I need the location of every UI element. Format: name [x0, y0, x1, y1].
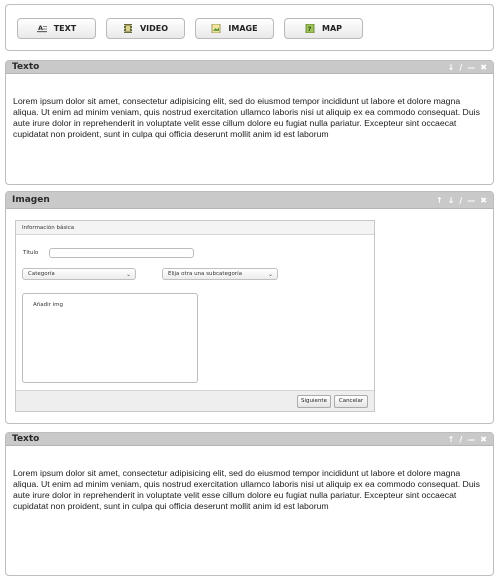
- block-title: Texto: [12, 62, 40, 72]
- form-footer: [16, 390, 374, 411]
- block-title: Imagen: [12, 195, 50, 205]
- minimize-icon[interactable]: —: [467, 196, 476, 205]
- category-select[interactable]: [22, 268, 136, 280]
- close-icon[interactable]: ✖: [480, 435, 487, 444]
- svg-text:A: A: [37, 24, 43, 32]
- minimize-icon[interactable]: —: [467, 63, 476, 72]
- map-icon: [305, 24, 315, 33]
- cancel-button[interactable]: Cancelar: [334, 395, 368, 408]
- add-map-button[interactable]: [284, 18, 363, 39]
- text-icon: [37, 24, 47, 33]
- edit-icon[interactable]: ∕: [459, 63, 463, 72]
- move-up-icon[interactable]: ↑: [447, 435, 455, 444]
- add-text-label: TEXT: [53, 24, 77, 33]
- subcategory-select[interactable]: [162, 268, 278, 280]
- block-controls: [448, 61, 487, 74]
- block-controls: [436, 192, 487, 209]
- close-icon[interactable]: ✖: [480, 63, 487, 72]
- block-controls: [448, 433, 487, 446]
- add-image-label: IMAGE: [228, 24, 258, 33]
- add-image-button[interactable]: [195, 18, 274, 39]
- text-block-1: [5, 60, 494, 185]
- film-icon: [123, 24, 133, 33]
- title-input[interactable]: [49, 248, 194, 258]
- chevron-down-icon: ⌄: [267, 271, 273, 278]
- add-text-button[interactable]: [17, 18, 96, 39]
- block-header[interactable]: [6, 433, 493, 446]
- block-title: Texto: [12, 434, 40, 444]
- text-block-2: [5, 432, 494, 576]
- title-label: Título: [23, 250, 39, 256]
- edit-icon[interactable]: ∕: [459, 435, 463, 444]
- subcategory-select-value: Elija otra una subcategoría: [168, 271, 242, 277]
- block-text: Lorem ipsum dolor sit amet, consectetur adipisicing elit, sed do eiusmod tempor incididunt ut labore et dolore magna aliqua. Ut enim ad minim veniam, quis nostrud exercitation ullamco laboris nisi ut aliquip ex ea commodo consequat. Duis aute irure dolor in reprehenderit in voluptate velit esse cillum dolore eu fugiat nulla pariatur. Excepteur sint occaecat cupidatat non proident, sunt in culpa qui officia deserunt mollit anim id est laborum: [13, 96, 480, 139]
- category-select-value: Categoría: [28, 271, 55, 277]
- minimize-icon[interactable]: —: [467, 435, 476, 444]
- image-textarea[interactable]: [22, 293, 198, 383]
- add-block-toolbar: [5, 4, 494, 51]
- next-button[interactable]: Siguiente: [297, 395, 331, 408]
- add-video-button[interactable]: [106, 18, 185, 39]
- textarea-placeholder: Añadir img: [33, 302, 64, 308]
- block-text: Lorem ipsum dolor sit amet, consectetur adipisicing elit, sed do eiusmod tempor incididunt ut labore et dolore magna aliqua. Ut enim ad minim veniam, quis nostrud exercitation ullamco laboris nisi ut aliquip ex ea commodo consequat. Duis aute irure dolor in reprehenderit in voluptate velit esse cillum dolore eu fugiat nulla pariatur. Excepteur sint occaecat cupidatat non proident, sunt in culpa qui officia deserunt mollit anim id est laborum: [13, 468, 480, 511]
- move-down-icon[interactable]: ↓: [447, 63, 455, 72]
- form-header: Información básica: [16, 221, 374, 235]
- image-block: [5, 191, 494, 424]
- block-header[interactable]: [6, 61, 493, 74]
- move-down-icon[interactable]: ↓: [447, 196, 455, 205]
- add-map-label: MAP: [321, 24, 342, 33]
- close-icon[interactable]: ✖: [480, 196, 487, 205]
- image-icon: [211, 24, 221, 33]
- svg-text:?: ?: [307, 25, 312, 33]
- move-up-icon[interactable]: ↑: [435, 196, 443, 205]
- chevron-down-icon: ⌄: [125, 271, 131, 278]
- add-video-label: VIDEO: [139, 24, 169, 33]
- image-form: [15, 220, 375, 412]
- block-header[interactable]: [6, 192, 493, 209]
- edit-icon[interactable]: ∕: [459, 196, 463, 205]
